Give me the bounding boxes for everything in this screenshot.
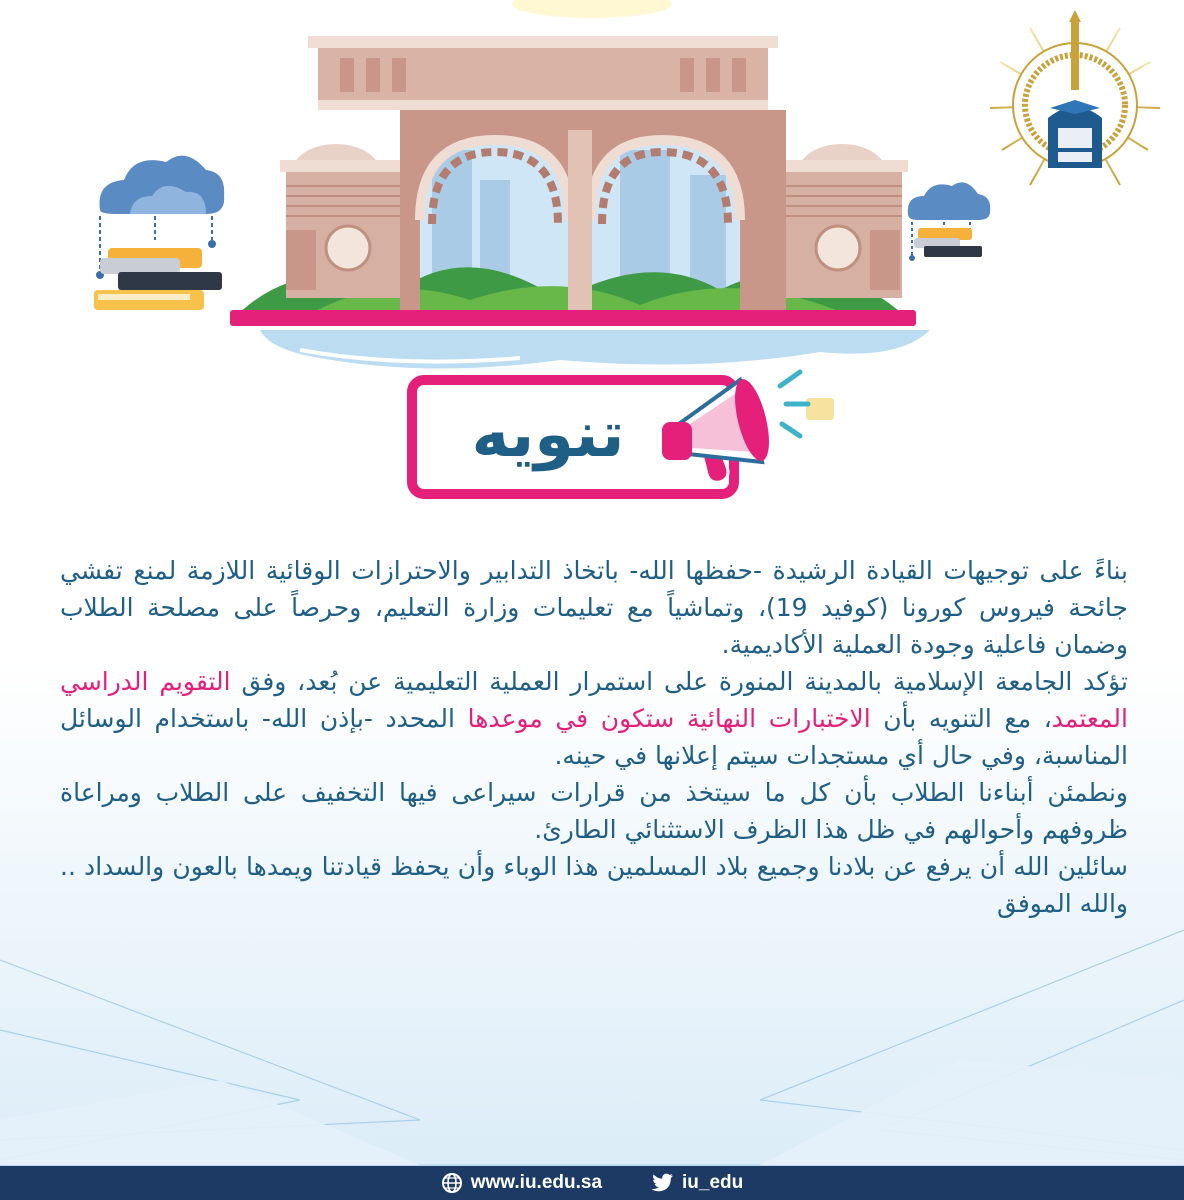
footer-bar: [0, 1166, 1184, 1200]
highlight-final-exams: الاختبارات النهائية ستكون في موعدها: [467, 704, 871, 733]
continuity-text-1: تؤكد الجامعة الإسلامية بالمدينة المنورة على استمرار العملية التعليمية عن بُعد، وفق: [241, 667, 1129, 696]
continuity-text-2: ، مع التنويه بأن: [883, 704, 1052, 733]
twitter-bird-icon: [650, 1173, 674, 1193]
footer-twitter[interactable]: [650, 1172, 743, 1194]
paragraph-continuity: [60, 663, 1128, 774]
continuity-text-3: المحدد -بإذن الله- باستخدام الوسائل المناسبة، وفي حال أي مستجدات سيتم إعلانها في حينه.: [60, 704, 1128, 770]
banner-title: تنويه: [471, 398, 625, 472]
paragraph-closing: سائلين الله أن يرفع عن بلادنا وجميع بلاد المسلمين هذا الوباء وأن يحفظ قيادتنا ويمدها بالعون والسداد .. والله الموفق: [60, 852, 1128, 918]
paragraph-reassurance: ونطمئن أبناءنا الطلاب بأن كل ما سيتخذ من قرارات سيراعى فيها التخفيف على الطلاب ومراعاة ظروفهم وأحوالهم في ظل هذا الظرف الاستثنائي الطارئ.: [60, 778, 1128, 844]
paragraph-intro: بناءً على توجيهات القيادة الرشيدة -حفظها الله- باتخاذ التدابير والاحترازات الوقائية اللازمة لمنع تفشي جائحة فيروس كورونا (كوفيد 19)، وتماشياً مع تعليمات وزارة التعليم، وحرصاً على مصلحة الطلاب وضمان فاعلية وجودة العملية الأكاديمية.: [60, 556, 1128, 659]
twitter-handle[interactable]: iu_edu: [682, 1172, 744, 1193]
globe-icon: [441, 1172, 463, 1194]
website-link[interactable]: www.iu.edu.sa: [470, 1172, 603, 1193]
announcement-body: [60, 552, 1128, 922]
highlight-academic-calendar: التقويم الدراسي المعتمد: [60, 667, 1128, 733]
footer-website[interactable]: [441, 1172, 602, 1194]
